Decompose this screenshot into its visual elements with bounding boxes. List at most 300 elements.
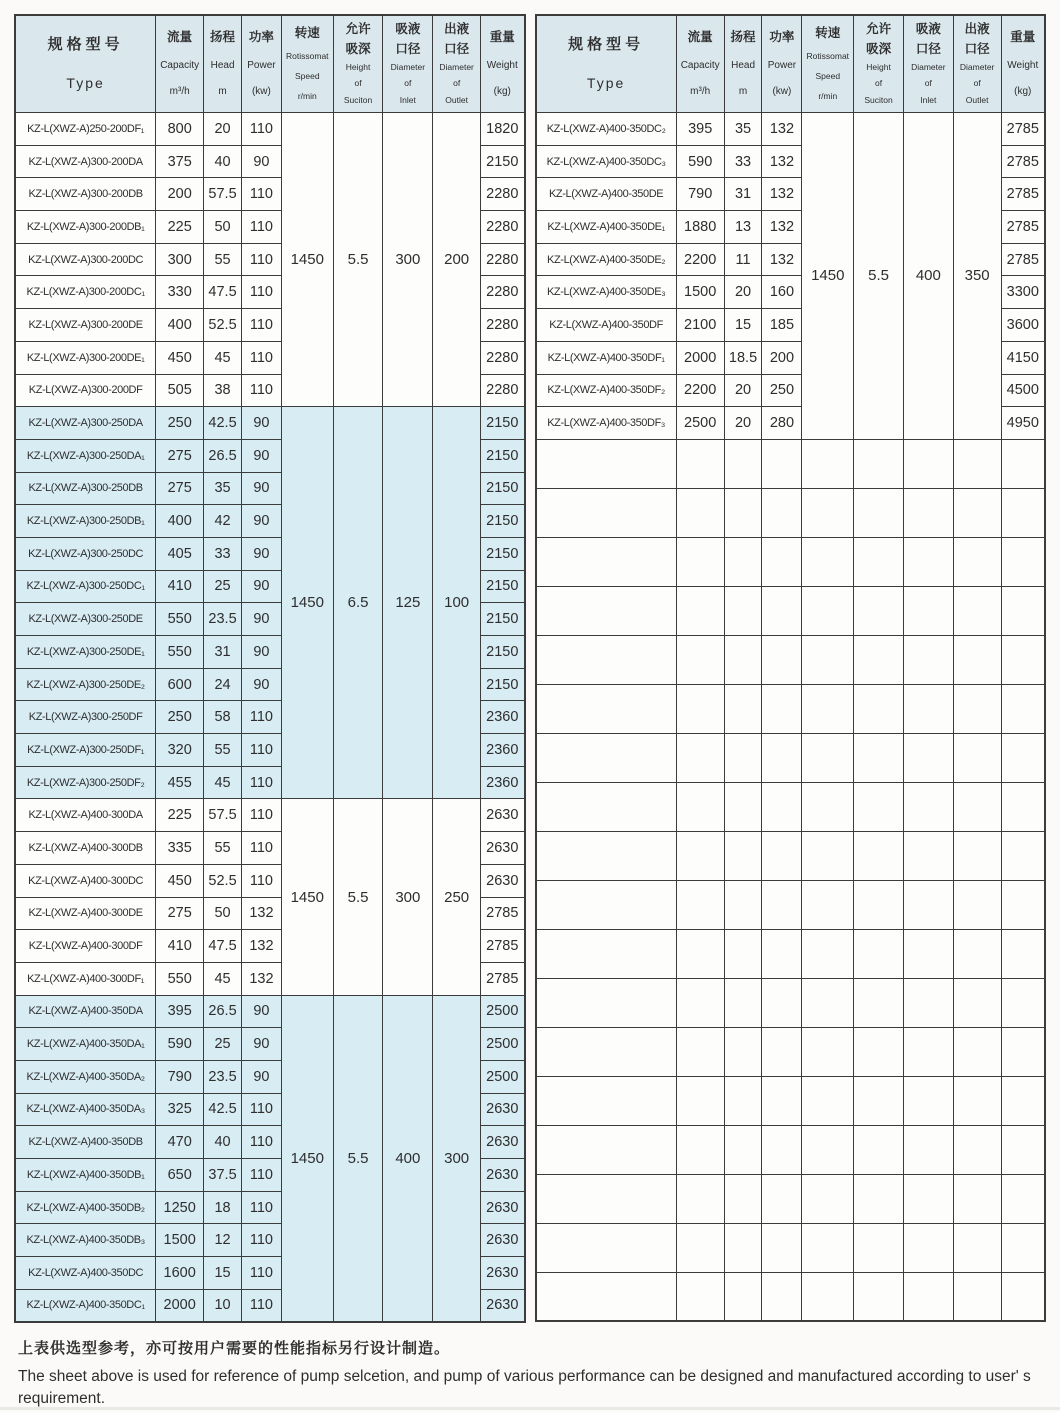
empty-cell [1001,1076,1045,1125]
header-capacity-en: m³/h [690,85,711,97]
header-outlet-en: of [453,78,461,89]
capacity-cell: 400 [156,309,204,342]
power-cell: 110 [241,341,281,374]
empty-cell [802,1272,854,1321]
empty-cell [762,684,802,733]
weight-cell: 2630 [481,864,525,897]
empty-cell [536,978,677,1027]
head-cell: 50 [204,211,242,244]
table-row [15,113,525,146]
weight-cell: 2785 [1001,211,1045,244]
power-cell: 250 [762,374,802,407]
power-cell: 132 [762,243,802,276]
weight-cell: 2150 [481,603,525,636]
power-cell: 132 [762,113,802,146]
capacity-cell: 550 [156,962,204,995]
power-cell: 110 [241,766,281,799]
table-row [15,995,525,1028]
empty-cell [676,1125,724,1174]
capacity-cell: 335 [156,832,204,865]
weight-cell: 2360 [481,734,525,767]
header-weight-en: Weight [486,59,518,71]
empty-cell [802,537,854,586]
empty-cell [762,1125,802,1174]
empty-cell [802,978,854,1027]
weight-cell: 4950 [1001,407,1045,440]
header-speed [802,15,854,113]
empty-cell [802,1027,854,1076]
speed-cell: 1450 [281,995,333,1322]
power-cell: 90 [241,505,281,538]
type-cell: KZ-L(XWZ-A)300-200DB [15,178,156,211]
capacity-cell: 2100 [676,309,724,342]
empty-cell [1001,537,1045,586]
empty-cell [854,831,904,880]
empty-cell [854,439,904,488]
weight-cell: 2630 [481,832,525,865]
empty-cell [676,684,724,733]
empty-cell [676,1223,724,1272]
head-cell: 42.5 [204,407,242,440]
empty-cell [953,1027,1001,1076]
type-cell: KZ-L(XWZ-A)400-350DB₁ [15,1159,156,1192]
header-head-en: m [218,85,227,97]
empty-cell [953,488,1001,537]
empty-cell [953,684,1001,733]
power-cell: 110 [241,178,281,211]
capacity-cell: 550 [156,636,204,669]
header-outlet-cn: 出液 [964,21,990,36]
type-cell: KZ-L(XWZ-A)400-350DF₃ [536,407,677,440]
header-power-en: Power [767,59,797,71]
empty-cell [903,537,953,586]
weight-cell: 2280 [481,211,525,244]
empty-cell [724,733,762,782]
head-cell: 33 [204,537,242,570]
head-cell: 55 [204,734,242,767]
empty-cell [854,1125,904,1174]
empty-cell [802,733,854,782]
type-cell: KZ-L(XWZ-A)250-200DF₁ [15,113,156,146]
empty-cell [854,929,904,978]
header-power-en: (kw) [772,85,792,97]
header-outlet-en: Diameter [439,61,474,72]
empty-cell [854,733,904,782]
type-cell: KZ-L(XWZ-A)400-300DC [15,864,156,897]
suction-height-cell: 5.5 [854,113,904,440]
empty-cell [724,684,762,733]
empty-cell [1001,733,1045,782]
power-cell: 110 [241,1257,281,1290]
empty-row [536,782,1046,831]
type-cell: KZ-L(XWZ-A)400-350DC₃ [536,145,677,178]
empty-row [536,1125,1046,1174]
type-cell: KZ-L(XWZ-A)400-350DE₁ [536,211,677,244]
header-outlet [953,15,1001,113]
capacity-cell: 2200 [676,243,724,276]
header-weight-cn: 重量 [489,30,515,45]
head-cell: 45 [204,341,242,374]
power-cell: 90 [241,995,281,1028]
empty-row [536,929,1046,978]
empty-cell [953,1223,1001,1272]
outlet-diameter-cell: 300 [433,995,481,1322]
type-cell: KZ-L(XWZ-A)300-200DA [15,145,156,178]
suction-height-cell: 5.5 [333,113,383,407]
power-cell: 110 [241,734,281,767]
type-cell: KZ-L(XWZ-A)400-350DE₂ [536,243,677,276]
header-power-en: Power [247,59,276,71]
head-cell: 31 [724,178,762,211]
head-cell: 55 [204,832,242,865]
power-cell: 110 [241,1289,281,1322]
capacity-cell: 450 [156,341,204,374]
power-cell: 160 [762,276,802,309]
empty-cell [762,1027,802,1076]
empty-cell [903,1027,953,1076]
empty-cell [724,1174,762,1223]
empty-cell [1001,586,1045,635]
empty-cell [676,978,724,1027]
power-cell: 185 [762,309,802,342]
capacity-cell: 1600 [156,1257,204,1290]
head-cell: 10 [204,1289,242,1322]
header-weight [481,15,525,113]
capacity-cell: 225 [156,799,204,832]
capacity-cell: 2000 [676,341,724,374]
footer-note-en: The sheet above is used for reference of pump selcetion, and pump of various performance can be designed and manufactured according to user' s requirement. [18,1367,1031,1408]
empty-cell [903,1223,953,1272]
power-cell: 110 [241,276,281,309]
weight-cell: 2150 [481,668,525,701]
power-cell: 132 [762,178,802,211]
header-capacity-cn: 流量 [167,30,193,45]
empty-cell [762,782,802,831]
inlet-diameter-cell: 400 [903,113,953,440]
head-cell: 58 [204,701,242,734]
outlet-diameter-cell: 100 [433,407,481,799]
empty-cell [724,1076,762,1125]
weight-cell: 2630 [481,1257,525,1290]
table-row [536,113,1046,146]
empty-cell [536,733,677,782]
empty-cell [1001,1125,1045,1174]
weight-cell: 2280 [481,276,525,309]
header-power-cn: 功率 [769,30,795,45]
empty-cell [536,1223,677,1272]
table-row [15,407,525,440]
power-cell: 110 [241,799,281,832]
power-cell: 90 [241,1028,281,1061]
type-cell: KZ-L(XWZ-A)400-300DA [15,799,156,832]
speed-cell: 1450 [802,113,854,440]
weight-cell: 2785 [1001,178,1045,211]
inlet-diameter-cell: 300 [383,113,433,407]
power-cell: 132 [762,145,802,178]
power-cell: 110 [241,243,281,276]
empty-cell [536,537,677,586]
header-suction-cn: 吸深 [866,41,892,56]
weight-cell: 2630 [481,1191,525,1224]
type-cell: KZ-L(XWZ-A)400-350DE [536,178,677,211]
type-cell: KZ-L(XWZ-A)300-250DE₂ [15,668,156,701]
empty-cell [854,537,904,586]
capacity-cell: 800 [156,113,204,146]
empty-cell [762,831,802,880]
header-suction-en: of [875,78,883,89]
header-outlet-en: Diameter [959,61,995,72]
head-cell: 31 [204,636,242,669]
type-cell: KZ-L(XWZ-A)300-200DE₁ [15,341,156,374]
empty-cell [724,1027,762,1076]
empty-cell [953,586,1001,635]
header-inlet-en: Inlet [920,94,937,105]
header-suction-en: of [354,78,362,89]
capacity-cell: 275 [156,439,204,472]
head-cell: 25 [204,570,242,603]
type-cell: KZ-L(XWZ-A)300-250DA₁ [15,439,156,472]
capacity-cell: 2200 [676,374,724,407]
header-speed [281,15,333,113]
power-cell: 90 [241,570,281,603]
capacity-cell: 790 [156,1060,204,1093]
empty-cell [724,488,762,537]
header-weight-en: (kg) [1014,85,1032,97]
empty-cell [1001,488,1045,537]
empty-cell [676,635,724,684]
header-inlet [903,15,953,113]
outlet-diameter-cell: 200 [433,113,481,407]
header-suction-en: Suciton [864,94,893,105]
capacity-cell: 375 [156,145,204,178]
empty-cell [536,1125,677,1174]
empty-cell [953,635,1001,684]
weight-cell: 1820 [481,113,525,146]
capacity-cell: 1250 [156,1191,204,1224]
empty-cell [724,880,762,929]
power-cell: 110 [241,1191,281,1224]
suction-height-cell: 5.5 [333,799,383,995]
capacity-cell: 405 [156,537,204,570]
empty-cell [903,1076,953,1125]
weight-cell: 2630 [481,1289,525,1322]
capacity-cell: 2000 [156,1289,204,1322]
empty-cell [762,537,802,586]
header-weight-cn: 重量 [1010,30,1036,45]
header-suction-en: Height [345,61,371,72]
type-cell: KZ-L(XWZ-A)300-250DE [15,603,156,636]
empty-cell [536,586,677,635]
header-capacity-cn: 流量 [687,30,713,45]
power-cell: 110 [241,211,281,244]
empty-cell [903,929,953,978]
power-cell: 110 [241,864,281,897]
weight-cell: 2630 [481,799,525,832]
empty-cell [802,1125,854,1174]
head-cell: 47.5 [204,930,242,963]
type-cell: KZ-L(XWZ-A)400-350DB₃ [15,1224,156,1257]
type-cell: KZ-L(XWZ-A)300-200DF [15,374,156,407]
empty-cell [953,1272,1001,1321]
speed-cell: 1450 [281,113,333,407]
header-head [724,15,762,113]
empty-cell [802,635,854,684]
empty-cell [802,929,854,978]
power-cell: 110 [241,374,281,407]
header-suction-cn: 允许 [866,21,892,36]
empty-cell [903,782,953,831]
type-cell: KZ-L(XWZ-A)400-350DF₁ [536,341,677,374]
empty-row [536,488,1046,537]
empty-cell [1001,782,1045,831]
weight-cell: 2150 [481,407,525,440]
footer-notes [14,1337,1046,1411]
inlet-diameter-cell: 400 [383,995,433,1322]
type-cell: KZ-L(XWZ-A)400-350DE₃ [536,276,677,309]
head-cell: 23.5 [204,603,242,636]
header-speed-en: Rotissomat [806,50,850,61]
type-cell: KZ-L(XWZ-A)400-300DE [15,897,156,930]
power-cell: 90 [241,1060,281,1093]
type-cell: KZ-L(XWZ-A)400-350DF [536,309,677,342]
empty-cell [953,1174,1001,1223]
capacity-cell: 400 [156,505,204,538]
capacity-cell: 395 [156,995,204,1028]
empty-cell [724,586,762,635]
capacity-cell: 600 [156,668,204,701]
header-head [204,15,242,113]
capacity-cell: 650 [156,1159,204,1192]
empty-cell [854,684,904,733]
empty-cell [854,880,904,929]
head-cell: 52.5 [204,309,242,342]
spec-tables [14,14,1046,1323]
empty-cell [536,635,677,684]
empty-cell [953,733,1001,782]
type-cell: KZ-L(XWZ-A)300-200DE [15,309,156,342]
header-type [15,15,156,113]
head-cell: 24 [204,668,242,701]
head-cell: 45 [204,962,242,995]
empty-cell [536,929,677,978]
type-cell: KZ-L(XWZ-A)400-350DC₂ [536,113,677,146]
empty-cell [724,439,762,488]
header-inlet-cn: 口径 [915,41,941,56]
type-cell: KZ-L(XWZ-A)300-250DF [15,701,156,734]
empty-cell [762,439,802,488]
empty-cell [536,880,677,929]
capacity-cell: 455 [156,766,204,799]
header-type [536,15,677,113]
power-cell: 110 [241,1224,281,1257]
weight-cell: 2500 [481,995,525,1028]
header-capacity-en: Capacity [680,59,720,71]
empty-cell [762,1272,802,1321]
empty-cell [953,831,1001,880]
empty-cell [1001,439,1045,488]
head-cell: 42.5 [204,1093,242,1126]
header-inlet-en: of [404,78,412,89]
speed-cell: 1450 [281,407,333,799]
empty-cell [1001,1272,1045,1321]
header-inlet-en: Diameter [390,61,426,72]
empty-cell [762,586,802,635]
empty-cell [953,929,1001,978]
header-capacity-en: Capacity [160,59,200,71]
empty-row [536,635,1046,684]
empty-cell [854,488,904,537]
empty-cell [903,831,953,880]
type-cell: KZ-L(XWZ-A)400-350DB₂ [15,1191,156,1224]
empty-cell [802,880,854,929]
header-speed-en: r/min [297,90,317,101]
head-cell: 52.5 [204,864,242,897]
type-cell: KZ-L(XWZ-A)400-350DA₂ [15,1060,156,1093]
empty-cell [1001,831,1045,880]
header-speed-en: Speed [815,70,841,81]
capacity-cell: 410 [156,570,204,603]
header-power [241,15,281,113]
power-cell: 110 [241,1159,281,1192]
weight-cell: 2150 [481,537,525,570]
capacity-cell: 590 [676,145,724,178]
type-cell: KZ-L(XWZ-A)400-300DB [15,832,156,865]
type-cell: KZ-L(XWZ-A)400-300DF [15,930,156,963]
inlet-diameter-cell: 125 [383,407,433,799]
empty-cell [724,831,762,880]
weight-cell: 3300 [1001,276,1045,309]
power-cell: 110 [241,309,281,342]
empty-cell [802,782,854,831]
empty-row [536,439,1046,488]
empty-cell [676,1027,724,1076]
type-cell: KZ-L(XWZ-A)400-350DA₁ [15,1028,156,1061]
empty-cell [1001,880,1045,929]
empty-cell [762,635,802,684]
head-cell: 37.5 [204,1159,242,1192]
speed-cell: 1450 [281,799,333,995]
power-cell: 132 [762,211,802,244]
header-capacity [156,15,204,113]
empty-cell [676,1272,724,1321]
weight-cell: 2785 [481,962,525,995]
type-cell: KZ-L(XWZ-A)300-250DA [15,407,156,440]
capacity-cell: 470 [156,1126,204,1159]
empty-cell [724,1223,762,1272]
header-weight-en: Weight [1007,59,1039,71]
weight-cell: 2785 [1001,113,1045,146]
power-cell: 90 [241,636,281,669]
capacity-cell: 790 [676,178,724,211]
capacity-cell: 200 [156,178,204,211]
capacity-cell: 1500 [676,276,724,309]
type-cell: KZ-L(XWZ-A)300-200DC [15,243,156,276]
empty-cell [854,1223,904,1272]
weight-cell: 2150 [481,439,525,472]
header-outlet-en: Outlet [965,94,989,105]
header-inlet-en: Diameter [911,61,946,72]
capacity-cell: 275 [156,897,204,930]
header-outlet-cn: 出液 [444,21,470,36]
weight-cell: 2150 [481,570,525,603]
weight-cell: 2280 [481,243,525,276]
power-cell: 90 [241,472,281,505]
empty-cell [676,488,724,537]
empty-cell [676,537,724,586]
weight-cell: 2360 [481,766,525,799]
empty-cell [762,929,802,978]
capacity-cell: 300 [156,243,204,276]
